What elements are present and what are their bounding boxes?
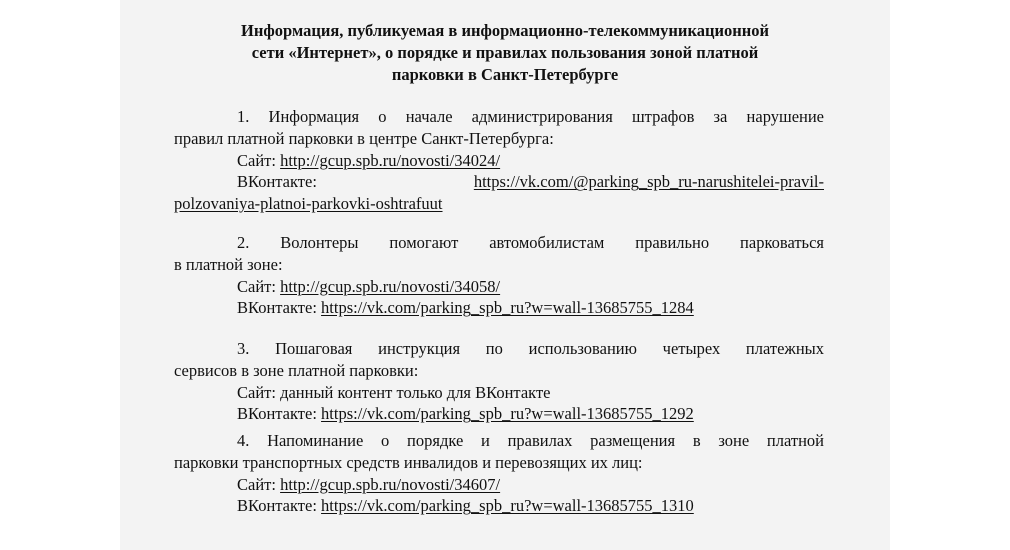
- item-3-text-line-1: 3. Пошаговая инструкция по использованию четырех платежных: [237, 339, 824, 358]
- document-title: [180, 20, 830, 86]
- item-3: [174, 338, 824, 425]
- item-4-text-line-1: 4. Напоминание о порядке и правилах размещения в зоне платной: [237, 431, 824, 450]
- vk-label: ВКонтакте:: [237, 298, 322, 318]
- item-1-vk-row-continued: [174, 193, 824, 215]
- item-1-vk-link-part-1[interactable]: https://vk.com/@parking_spb_ru-narushitelei-pravil-: [473, 172, 824, 192]
- item-3-text-line-2: сервисов в зоне платной парковки:: [174, 360, 419, 380]
- item-2-site-row: [174, 276, 824, 298]
- item-3-vk-link[interactable]: https://vk.com/parking_spb_ru?w=wall-13685755_1292: [321, 404, 694, 424]
- vk-label: ВКонтакте:: [237, 172, 317, 192]
- item-4-vk-row: [174, 495, 824, 517]
- item-4-text-line-2: парковки транспортных средств инвалидов и перевозящих их лиц:: [174, 452, 643, 472]
- item-1-vk-link-part-2[interactable]: polzovaniya-platnoi-parkovki-oshtrafuut: [174, 194, 443, 214]
- scanned-document: [120, 0, 890, 550]
- title-line: Информация, публикуемая в информационно-телекоммуникационной: [241, 21, 769, 40]
- item-1-vk-row: [174, 171, 824, 193]
- item-4-site-row: [174, 474, 824, 496]
- site-label: Сайт:: [237, 276, 281, 296]
- item-4: [174, 430, 824, 517]
- item-2-text-line-1: 2. Волонтеры помогают автомобилистам правильно парковаться: [237, 233, 824, 252]
- item-1-site-row: [174, 150, 824, 172]
- site-label: Сайт:: [237, 150, 281, 170]
- item-2-vk-link[interactable]: https://vk.com/parking_spb_ru?w=wall-13685755_1284: [321, 298, 694, 318]
- item-3-site-row: Сайт: данный контент только для ВКонтакте: [237, 382, 551, 402]
- item-4-vk-link[interactable]: https://vk.com/parking_spb_ru?w=wall-13685755_1310: [321, 496, 694, 516]
- site-label: Сайт:: [237, 474, 281, 494]
- vk-label: ВКонтакте:: [237, 496, 322, 516]
- item-3-vk-row: [174, 403, 824, 425]
- item-1-site-link[interactable]: http://gcup.spb.ru/novosti/34024/: [280, 150, 501, 170]
- item-1-text-line-1: 1. Информация о начале администрирования штрафов за нарушение: [237, 107, 824, 126]
- title-line: парковки в Санкт-Петербурге: [391, 65, 619, 84]
- item-4-site-link[interactable]: http://gcup.spb.ru/novosti/34607/: [280, 474, 501, 494]
- vk-label: ВКонтакте:: [237, 404, 322, 424]
- title-line: сети «Интернет», о порядке и правилах пользования зоной платной: [251, 43, 759, 62]
- item-2-vk-row: [174, 297, 824, 319]
- item-1-text-line-2: правил платной парковки в центре Санкт-Петербурга:: [174, 128, 554, 148]
- item-2: [174, 232, 824, 319]
- item-2-text-line-2: в платной зоне:: [174, 254, 283, 274]
- item-2-site-link[interactable]: http://gcup.spb.ru/novosti/34058/: [280, 276, 501, 296]
- item-1: [174, 106, 824, 215]
